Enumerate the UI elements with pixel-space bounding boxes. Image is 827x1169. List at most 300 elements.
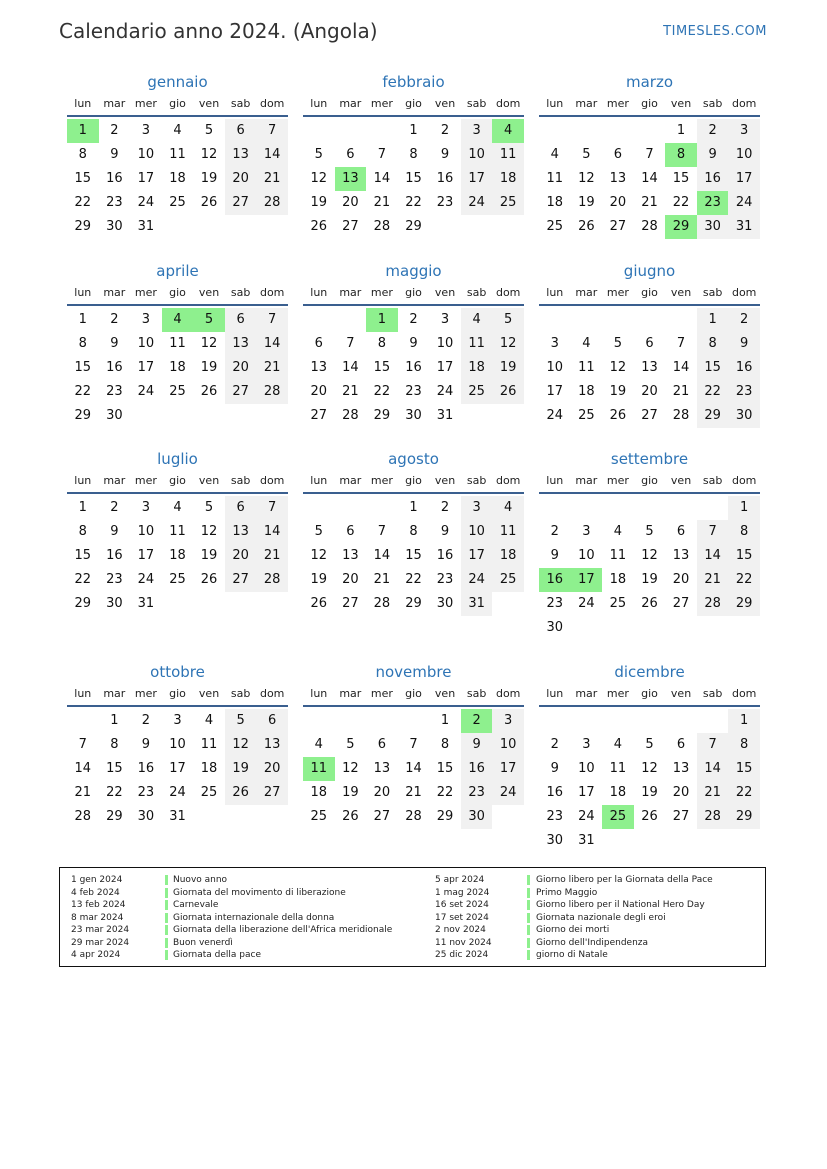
day-cell: 9 bbox=[409, 336, 418, 351]
day-cell: 14 bbox=[256, 143, 288, 167]
weekday-header: ven bbox=[670, 474, 692, 487]
day-cell: 19 bbox=[578, 195, 595, 210]
day-cell: 5 bbox=[613, 336, 623, 351]
day-cell: 28 bbox=[256, 191, 288, 215]
day-cell: 8 bbox=[110, 737, 119, 752]
day-cell: 28 bbox=[342, 408, 359, 423]
holiday-date: 17 set 2024 bbox=[435, 912, 489, 923]
day-cell: 9 bbox=[697, 143, 729, 167]
day-cell: 11 bbox=[169, 524, 186, 539]
weekday-header: lun bbox=[74, 474, 92, 487]
day-cell: 2 bbox=[728, 308, 760, 332]
holiday-color-marker bbox=[165, 875, 168, 885]
day-cell: 22 bbox=[106, 785, 123, 800]
weekday-header: ven bbox=[670, 286, 692, 299]
month-name: giugno bbox=[623, 262, 676, 280]
weekday-header: lun bbox=[310, 286, 328, 299]
weekday-header: ven bbox=[198, 687, 220, 700]
holiday-color-marker bbox=[165, 900, 168, 910]
day-cell: 10 bbox=[728, 143, 760, 167]
day-cell: 16 bbox=[137, 761, 155, 776]
month-name: novembre bbox=[375, 663, 452, 681]
day-cell: 17 bbox=[728, 167, 760, 191]
day-cell: 18 bbox=[609, 785, 627, 800]
day-cell: 24 bbox=[492, 781, 524, 805]
weekday-header: lun bbox=[310, 687, 328, 700]
brand-link[interactable]: TIMESLES.COM bbox=[663, 24, 767, 39]
holiday-day-cell: 23 bbox=[697, 191, 729, 215]
weekday-header: mer bbox=[606, 97, 629, 110]
day-cell: 16 bbox=[106, 548, 123, 563]
day-cell: 10 bbox=[492, 733, 524, 757]
weekday-header: ven bbox=[198, 97, 220, 110]
weekday-header: lun bbox=[74, 97, 92, 110]
day-cell: 30 bbox=[405, 408, 422, 423]
holiday-color-marker bbox=[527, 950, 530, 960]
day-cell: 6 bbox=[225, 308, 257, 332]
day-cell: 4 bbox=[204, 713, 214, 728]
day-cell: 13 bbox=[256, 733, 288, 757]
day-cell: 21 bbox=[697, 781, 729, 805]
day-cell: 4 bbox=[613, 737, 623, 752]
day-cell: 16 bbox=[106, 360, 123, 375]
weekday-header: dom bbox=[259, 286, 285, 299]
day-cell: 26 bbox=[641, 809, 658, 824]
day-cell: 30 bbox=[728, 404, 760, 428]
day-cell: 14 bbox=[373, 548, 391, 563]
day-cell: 22 bbox=[74, 384, 92, 399]
day-cell: 28 bbox=[672, 408, 690, 423]
day-cell: 23 bbox=[728, 380, 760, 404]
day-cell: 25 bbox=[546, 219, 564, 234]
day-cell: 6 bbox=[645, 336, 654, 351]
day-cell: 18 bbox=[609, 572, 627, 587]
day-cell: 23 bbox=[546, 809, 564, 824]
weekday-header: gio bbox=[641, 286, 658, 299]
day-cell: 25 bbox=[578, 408, 595, 423]
day-cell: 21 bbox=[641, 195, 658, 210]
day-cell: 24 bbox=[137, 195, 155, 210]
day-cell: 19 bbox=[200, 171, 218, 186]
day-cell: 13 bbox=[310, 360, 328, 375]
day-cell: 1 bbox=[78, 500, 87, 515]
day-cell: 16 bbox=[436, 548, 454, 563]
weekday-header: sab bbox=[230, 97, 251, 110]
day-cell: 19 bbox=[200, 548, 218, 563]
day-cell: 1 bbox=[110, 713, 119, 728]
day-cell: 26 bbox=[609, 408, 627, 423]
day-cell: 14 bbox=[697, 544, 729, 568]
weekday-header: ven bbox=[670, 687, 692, 700]
holiday-day-cell: 2 bbox=[461, 709, 493, 733]
day-cell: 14 bbox=[672, 360, 690, 375]
day-cell: 6 bbox=[225, 119, 257, 143]
day-cell: 19 bbox=[310, 195, 328, 210]
day-cell: 29 bbox=[405, 596, 422, 611]
day-cell: 22 bbox=[672, 195, 690, 210]
day-cell: 16 bbox=[546, 785, 564, 800]
holiday-date: 2 nov 2024 bbox=[435, 925, 486, 935]
day-cell: 13 bbox=[225, 332, 257, 356]
day-cell: 25 bbox=[609, 596, 627, 611]
day-cell: 19 bbox=[492, 356, 524, 380]
day-cell: 14 bbox=[697, 757, 729, 781]
day-cell: 18 bbox=[492, 544, 524, 568]
day-cell: 5 bbox=[492, 308, 524, 332]
day-cell: 10 bbox=[578, 548, 595, 563]
day-cell: 22 bbox=[74, 572, 92, 587]
day-cell: 13 bbox=[225, 520, 257, 544]
weekday-header: gio bbox=[641, 687, 658, 700]
day-cell: 30 bbox=[106, 596, 123, 611]
day-cell: 17 bbox=[578, 785, 595, 800]
holiday-color-marker bbox=[165, 938, 168, 948]
day-cell: 27 bbox=[256, 781, 288, 805]
day-cell: 24 bbox=[461, 568, 493, 592]
day-cell: 3 bbox=[141, 123, 151, 138]
day-cell: 28 bbox=[256, 380, 288, 404]
day-cell: 3 bbox=[440, 312, 450, 327]
day-cell: 27 bbox=[609, 219, 627, 234]
day-cell: 3 bbox=[141, 312, 151, 327]
day-cell: 22 bbox=[436, 785, 454, 800]
holiday-color-marker bbox=[165, 913, 168, 923]
weekday-header: ven bbox=[198, 286, 220, 299]
day-cell: 22 bbox=[405, 572, 422, 587]
weekday-header: dom bbox=[731, 687, 757, 700]
day-cell: 19 bbox=[310, 572, 328, 587]
day-cell: 12 bbox=[342, 761, 359, 776]
day-cell: 26 bbox=[310, 596, 328, 611]
day-cell: 18 bbox=[169, 171, 186, 186]
day-cell: 15 bbox=[697, 356, 729, 380]
holiday-color-marker bbox=[165, 950, 168, 960]
day-cell: 3 bbox=[550, 336, 559, 351]
holiday-name: Giornata nazionale degli eroi bbox=[536, 912, 666, 923]
day-cell: 30 bbox=[461, 805, 493, 829]
weekday-header: mer bbox=[370, 286, 393, 299]
day-cell: 4 bbox=[582, 336, 591, 351]
day-cell: 4 bbox=[461, 308, 493, 332]
day-cell: 14 bbox=[74, 761, 92, 776]
day-cell: 10 bbox=[546, 360, 564, 375]
day-cell: 20 bbox=[342, 572, 359, 587]
weekday-header: sab bbox=[466, 687, 487, 700]
day-cell: 26 bbox=[310, 219, 328, 234]
day-cell: 9 bbox=[550, 548, 559, 563]
day-cell: 21 bbox=[405, 785, 422, 800]
day-cell: 15 bbox=[74, 171, 92, 186]
weekday-header: mar bbox=[103, 474, 126, 487]
weekday-header: dom bbox=[731, 286, 757, 299]
day-cell: 23 bbox=[436, 195, 454, 210]
day-cell: 19 bbox=[225, 757, 257, 781]
holiday-legend bbox=[59, 867, 766, 967]
day-cell: 5 bbox=[225, 709, 257, 733]
day-cell: 2 bbox=[110, 500, 119, 515]
weekday-header: lun bbox=[74, 687, 92, 700]
holiday-day-cell: 17 bbox=[571, 568, 603, 592]
day-cell: 29 bbox=[373, 408, 391, 423]
weekday-header: ven bbox=[434, 474, 456, 487]
month-name: ottobre bbox=[150, 663, 205, 681]
page-title: Calendario anno 2024. (Angola) bbox=[59, 19, 378, 43]
day-cell: 13 bbox=[373, 761, 391, 776]
day-cell: 15 bbox=[672, 171, 690, 186]
day-cell: 6 bbox=[377, 737, 387, 752]
day-cell: 9 bbox=[110, 524, 119, 539]
day-cell: 10 bbox=[137, 147, 155, 162]
day-cell: 11 bbox=[492, 520, 524, 544]
month-header-rule bbox=[67, 115, 288, 117]
day-cell: 26 bbox=[492, 380, 524, 404]
month-name: maggio bbox=[385, 262, 442, 280]
day-cell: 29 bbox=[405, 219, 422, 234]
day-cell: 1 bbox=[697, 308, 729, 332]
day-cell: 20 bbox=[256, 757, 288, 781]
day-cell: 9 bbox=[141, 737, 151, 752]
day-cell: 25 bbox=[200, 785, 218, 800]
day-cell: 10 bbox=[436, 336, 454, 351]
day-cell: 29 bbox=[436, 809, 454, 824]
day-cell: 3 bbox=[461, 496, 493, 520]
day-cell: 17 bbox=[137, 171, 155, 186]
weekday-header: mar bbox=[103, 687, 126, 700]
day-cell: 18 bbox=[492, 167, 524, 191]
day-cell: 27 bbox=[225, 568, 257, 592]
day-cell: 8 bbox=[697, 332, 729, 356]
day-cell: 6 bbox=[613, 147, 623, 162]
day-cell: 7 bbox=[256, 496, 288, 520]
day-cell: 7 bbox=[676, 336, 686, 351]
month-name: aprile bbox=[156, 262, 199, 280]
day-cell: 16 bbox=[728, 356, 760, 380]
day-cell: 17 bbox=[461, 167, 493, 191]
day-cell: 27 bbox=[672, 596, 690, 611]
day-cell: 8 bbox=[728, 733, 760, 757]
day-cell: 30 bbox=[137, 809, 155, 824]
day-cell: 27 bbox=[225, 380, 257, 404]
holiday-name: giorno di Natale bbox=[536, 950, 608, 960]
day-cell: 24 bbox=[137, 384, 155, 399]
weekday-header: mer bbox=[134, 474, 157, 487]
day-cell: 10 bbox=[137, 336, 155, 351]
day-cell: 21 bbox=[672, 384, 690, 399]
holiday-name: Buon venerdì bbox=[173, 937, 233, 948]
month-header-rule bbox=[539, 304, 760, 306]
day-cell: 1 bbox=[78, 312, 87, 327]
day-cell: 27 bbox=[342, 596, 359, 611]
day-cell: 28 bbox=[256, 568, 288, 592]
holiday-date: 1 mag 2024 bbox=[435, 887, 490, 898]
day-cell: 17 bbox=[461, 544, 493, 568]
holiday-day-cell: 4 bbox=[492, 119, 524, 143]
day-cell: 20 bbox=[672, 572, 690, 587]
day-cell: 27 bbox=[641, 408, 658, 423]
weekday-header: mer bbox=[370, 97, 393, 110]
day-cell: 10 bbox=[169, 737, 186, 752]
month-name: settembre bbox=[610, 450, 689, 468]
day-cell: 7 bbox=[78, 737, 87, 752]
day-cell: 18 bbox=[310, 785, 328, 800]
day-cell: 28 bbox=[373, 596, 391, 611]
day-cell: 31 bbox=[436, 408, 454, 423]
day-cell: 12 bbox=[200, 336, 218, 351]
day-cell: 17 bbox=[137, 360, 155, 375]
month-name: febbraio bbox=[382, 73, 445, 91]
holiday-date: 16 set 2024 bbox=[435, 900, 489, 910]
day-cell: 28 bbox=[74, 809, 92, 824]
month-header-rule bbox=[67, 492, 288, 494]
holiday-color-marker bbox=[527, 925, 530, 935]
day-cell: 1 bbox=[440, 713, 450, 728]
holiday-color-marker bbox=[165, 925, 168, 935]
day-cell: 15 bbox=[74, 548, 92, 563]
day-cell: 24 bbox=[461, 191, 493, 215]
day-cell: 3 bbox=[582, 737, 591, 752]
day-cell: 23 bbox=[546, 596, 564, 611]
weekday-header: dom bbox=[259, 474, 285, 487]
weekday-header: mer bbox=[606, 286, 629, 299]
day-cell: 25 bbox=[169, 384, 186, 399]
day-cell: 7 bbox=[256, 119, 288, 143]
day-cell: 22 bbox=[373, 384, 391, 399]
day-cell: 7 bbox=[409, 737, 418, 752]
day-cell: 29 bbox=[728, 592, 760, 616]
weekday-header: lun bbox=[310, 97, 328, 110]
day-cell: 4 bbox=[173, 123, 182, 138]
day-cell: 6 bbox=[314, 336, 323, 351]
day-cell: 9 bbox=[550, 761, 559, 776]
holiday-day-cell: 13 bbox=[335, 167, 367, 191]
day-cell: 8 bbox=[78, 147, 87, 162]
day-cell: 23 bbox=[405, 384, 422, 399]
day-cell: 17 bbox=[137, 548, 155, 563]
day-cell: 26 bbox=[342, 809, 359, 824]
holiday-day-cell: 5 bbox=[193, 308, 225, 332]
day-cell: 4 bbox=[173, 500, 182, 515]
day-cell: 5 bbox=[582, 147, 591, 162]
day-cell: 3 bbox=[728, 119, 760, 143]
month-name: luglio bbox=[157, 450, 198, 468]
day-cell: 31 bbox=[578, 833, 595, 848]
weekday-header: ven bbox=[434, 286, 456, 299]
weekday-header: gio bbox=[641, 97, 658, 110]
holiday-day-cell: 16 bbox=[539, 568, 571, 592]
weekday-header: lun bbox=[546, 286, 564, 299]
day-cell: 10 bbox=[461, 143, 493, 167]
day-cell: 14 bbox=[342, 360, 359, 375]
weekday-header: ven bbox=[434, 687, 456, 700]
day-cell: 27 bbox=[373, 809, 391, 824]
holiday-day-cell: 1 bbox=[67, 119, 99, 143]
day-cell: 27 bbox=[672, 809, 690, 824]
day-cell: 8 bbox=[728, 520, 760, 544]
day-cell: 30 bbox=[546, 620, 564, 635]
day-cell: 23 bbox=[461, 781, 493, 805]
weekday-header: lun bbox=[546, 687, 564, 700]
month-name: gennaio bbox=[147, 73, 208, 91]
day-cell: 9 bbox=[440, 147, 450, 162]
holiday-date: 4 feb 2024 bbox=[71, 887, 120, 898]
day-cell: 14 bbox=[256, 332, 288, 356]
day-cell: 12 bbox=[200, 147, 218, 162]
day-cell: 19 bbox=[200, 360, 218, 375]
day-cell: 9 bbox=[461, 733, 493, 757]
day-cell: 2 bbox=[550, 737, 559, 752]
day-cell: 24 bbox=[137, 572, 155, 587]
day-cell: 7 bbox=[697, 733, 729, 757]
weekday-header: sab bbox=[230, 474, 251, 487]
day-cell: 15 bbox=[74, 360, 92, 375]
day-cell: 11 bbox=[461, 332, 493, 356]
holiday-day-cell: 1 bbox=[366, 308, 398, 332]
holiday-name: Giornata internazionale della donna bbox=[173, 912, 335, 923]
day-cell: 27 bbox=[310, 408, 328, 423]
day-cell: 11 bbox=[546, 171, 564, 186]
weekday-header: mer bbox=[134, 687, 157, 700]
holiday-date: 4 apr 2024 bbox=[71, 950, 121, 960]
day-cell: 20 bbox=[225, 167, 257, 191]
day-cell: 1 bbox=[409, 500, 418, 515]
month-header-rule bbox=[303, 705, 524, 707]
day-cell: 20 bbox=[310, 384, 328, 399]
day-cell: 26 bbox=[200, 572, 218, 587]
weekday-header: mer bbox=[134, 97, 157, 110]
day-cell: 2 bbox=[141, 713, 151, 728]
holiday-name: Giornata della pace bbox=[173, 950, 261, 960]
day-cell: 28 bbox=[641, 219, 658, 234]
weekday-header: dom bbox=[495, 474, 521, 487]
day-cell: 6 bbox=[676, 524, 686, 539]
weekday-header: mer bbox=[606, 687, 629, 700]
weekday-header: mar bbox=[575, 474, 598, 487]
weekday-header: sab bbox=[230, 286, 251, 299]
day-cell: 6 bbox=[676, 737, 686, 752]
day-cell: 19 bbox=[641, 572, 658, 587]
weekday-header: sab bbox=[702, 286, 723, 299]
month-header-rule bbox=[303, 492, 524, 494]
weekday-header: gio bbox=[169, 286, 186, 299]
day-cell: 31 bbox=[137, 219, 155, 234]
day-cell: 4 bbox=[314, 737, 323, 752]
day-cell: 9 bbox=[110, 336, 119, 351]
day-cell: 12 bbox=[310, 548, 328, 563]
day-cell: 6 bbox=[256, 709, 288, 733]
day-cell: 4 bbox=[550, 147, 559, 162]
day-cell: 3 bbox=[582, 524, 591, 539]
weekday-header: sab bbox=[466, 286, 487, 299]
day-cell: 16 bbox=[405, 360, 422, 375]
day-cell: 22 bbox=[405, 195, 422, 210]
holiday-date: 8 mar 2024 bbox=[71, 912, 124, 923]
day-cell: 21 bbox=[256, 544, 288, 568]
holiday-date: 13 feb 2024 bbox=[71, 900, 126, 910]
day-cell: 22 bbox=[728, 568, 760, 592]
day-cell: 20 bbox=[342, 195, 359, 210]
holiday-day-cell: 8 bbox=[665, 143, 697, 167]
day-cell: 24 bbox=[169, 785, 186, 800]
day-cell: 22 bbox=[697, 380, 729, 404]
day-cell: 23 bbox=[137, 785, 155, 800]
day-cell: 12 bbox=[492, 332, 524, 356]
day-cell: 26 bbox=[200, 195, 218, 210]
day-cell: 17 bbox=[492, 757, 524, 781]
day-cell: 5 bbox=[346, 737, 355, 752]
day-cell: 30 bbox=[106, 219, 123, 234]
weekday-header: gio bbox=[405, 474, 422, 487]
day-cell: 14 bbox=[373, 171, 391, 186]
